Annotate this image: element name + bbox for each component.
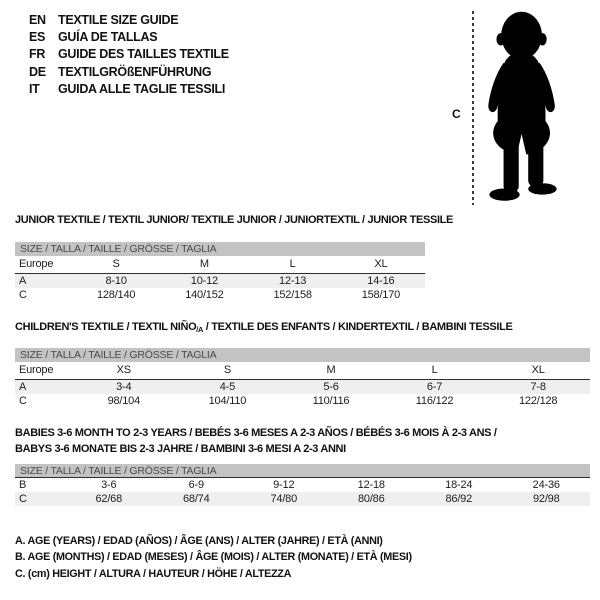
table-column-header-row	[15, 256, 425, 274]
language-row-de	[29, 63, 229, 80]
title-subscript: /A	[196, 325, 204, 334]
language-title-list	[29, 11, 229, 98]
language-row-en	[29, 11, 229, 28]
language-code: IT	[29, 82, 40, 97]
language-title: GUIDA ALLE TAGLIE TESSILI	[58, 82, 226, 97]
size-cell: 140/152	[185, 288, 224, 301]
language-title: TEXTILGRÖßENFÜHRUNG	[58, 64, 212, 79]
column-header: L	[289, 258, 296, 271]
column-header: S	[112, 258, 120, 271]
language-title: GUÍA DE TALLAS	[58, 30, 158, 45]
size-cell: 12-13	[279, 274, 307, 287]
size-cell: 7-8	[530, 380, 546, 393]
size-cell: 122/128	[518, 394, 558, 407]
size-cell: 152/158	[273, 288, 312, 301]
column-header: XS	[116, 364, 131, 377]
size-cell: 62/68	[95, 493, 123, 505]
row-label: C	[19, 394, 27, 407]
children-size-table	[15, 348, 590, 408]
table-row-height	[15, 492, 590, 506]
babies-table-title-line1: BABIES 3-6 MONTH TO 2-3 YEARS / BEBÉS 3-6 MESES A 2-3 AÑOS / BÉBÉS 3-6 MOIS À 2-3 ANS /	[15, 427, 497, 439]
size-header-bar: SIZE / TALLA / TAILLE / GRÖSSE / TAGLIA	[15, 464, 590, 478]
region-label: Europe	[19, 258, 54, 271]
language-row-it	[29, 81, 229, 98]
table-row-age	[15, 380, 590, 394]
column-header: L	[431, 364, 438, 377]
column-header: XL	[374, 258, 388, 271]
table-row-age	[15, 274, 425, 288]
junior-size-table	[15, 242, 425, 302]
size-cell: 86/92	[445, 493, 473, 505]
size-cell: 74/80	[270, 493, 298, 505]
size-cell: 24-36	[532, 479, 560, 491]
size-cell: 10-12	[190, 274, 218, 287]
size-cell: 158/170	[361, 288, 401, 301]
language-code: FR	[29, 47, 46, 62]
size-cell: 68/74	[182, 493, 210, 505]
column-header: M	[326, 364, 336, 377]
table-row-age-months	[15, 478, 590, 492]
table-row-height	[15, 288, 425, 302]
table-row-height	[15, 394, 590, 408]
title-part: CHILDREN'S TEXTILE / TEXTIL NIÑO	[15, 321, 197, 333]
language-code: DE	[29, 64, 46, 79]
legend-line-height: C. (cm) HEIGHT / ALTURA / HAUTEUR / HÖHE / ALTEZZA	[15, 567, 292, 580]
height-measure-dashed-line	[472, 11, 474, 205]
legend-line-age-months: B. AGE (MONTHS) / EDAD (MESES) / ÂGE (MOIS) / ALTER (MONATE) / ETÀ (MESI)	[15, 551, 412, 564]
size-cell: 110/116	[312, 394, 350, 407]
size-cell: 18-24	[445, 479, 473, 491]
size-header-bar: SIZE / TALLA / TAILLE / GRÖSSE / TAGLIA	[15, 348, 590, 362]
size-cell: 14-16	[367, 274, 395, 287]
size-cell: 98/104	[107, 394, 141, 407]
babies-table-title-line2: BABYS 3-6 MONATE BIS 2-3 JAHRE / BAMBINI 3-6 MESI A 2-3 ANNI	[15, 443, 346, 455]
junior-table-title: JUNIOR TEXTILE / TEXTIL JUNIOR/ TEXTILE JUNIOR / JUNIORTEXTIL / JUNIOR TESSILE	[15, 214, 454, 226]
size-cell: 80/86	[357, 493, 385, 505]
babies-size-table	[15, 464, 590, 506]
measurement-legend	[15, 533, 412, 582]
language-row-fr	[29, 46, 229, 63]
size-cell: 6-7	[426, 380, 443, 393]
size-cell: 6-9	[188, 479, 204, 491]
row-label: C	[19, 493, 27, 505]
size-cell: 92/98	[532, 493, 560, 505]
language-code: ES	[29, 30, 46, 45]
toddler-silhouette-image	[478, 7, 568, 206]
size-header-bar: SIZE / TALLA / TAILLE / GRÖSSE / TAGLIA	[15, 242, 425, 256]
size-cell: 12-18	[357, 479, 385, 491]
table-column-header-row	[15, 362, 590, 380]
size-cell: 8-10	[105, 274, 127, 287]
column-header: S	[223, 364, 231, 377]
size-cell: 128/140	[96, 288, 136, 301]
size-cell: 3-6	[101, 479, 117, 491]
row-label: A	[19, 380, 27, 393]
title-part: / TEXTILE DES ENFANTS / KINDERTEXTIL / BAMBINI TESSILE	[203, 321, 513, 333]
row-label: C	[19, 288, 27, 301]
size-cell: 4-5	[219, 380, 236, 393]
height-measure-label: C	[452, 107, 461, 121]
legend-line-age-years: A. AGE (YEARS) / EDAD (AÑOS) / ÂGE (ANS) / ALTER (JAHRE) / ETÀ (ANNI)	[15, 535, 383, 548]
row-label: B	[19, 479, 27, 491]
language-title: GUIDE DES TAILLES TEXTILE	[58, 47, 229, 62]
region-label: Europe	[19, 364, 54, 377]
language-row-es	[29, 28, 229, 45]
size-cell: 116/122	[415, 394, 454, 407]
size-cell: 9-12	[273, 479, 295, 491]
size-cell: 5-6	[323, 380, 339, 393]
language-code: EN	[29, 12, 46, 27]
size-cell: 104/110	[208, 394, 247, 407]
language-title: TEXTILE SIZE GUIDE	[58, 12, 179, 27]
column-header: XL	[531, 364, 545, 377]
column-header: M	[199, 258, 209, 271]
size-cell: 3-4	[116, 380, 132, 393]
children-table-title	[15, 320, 512, 337]
row-label: A	[19, 274, 27, 287]
